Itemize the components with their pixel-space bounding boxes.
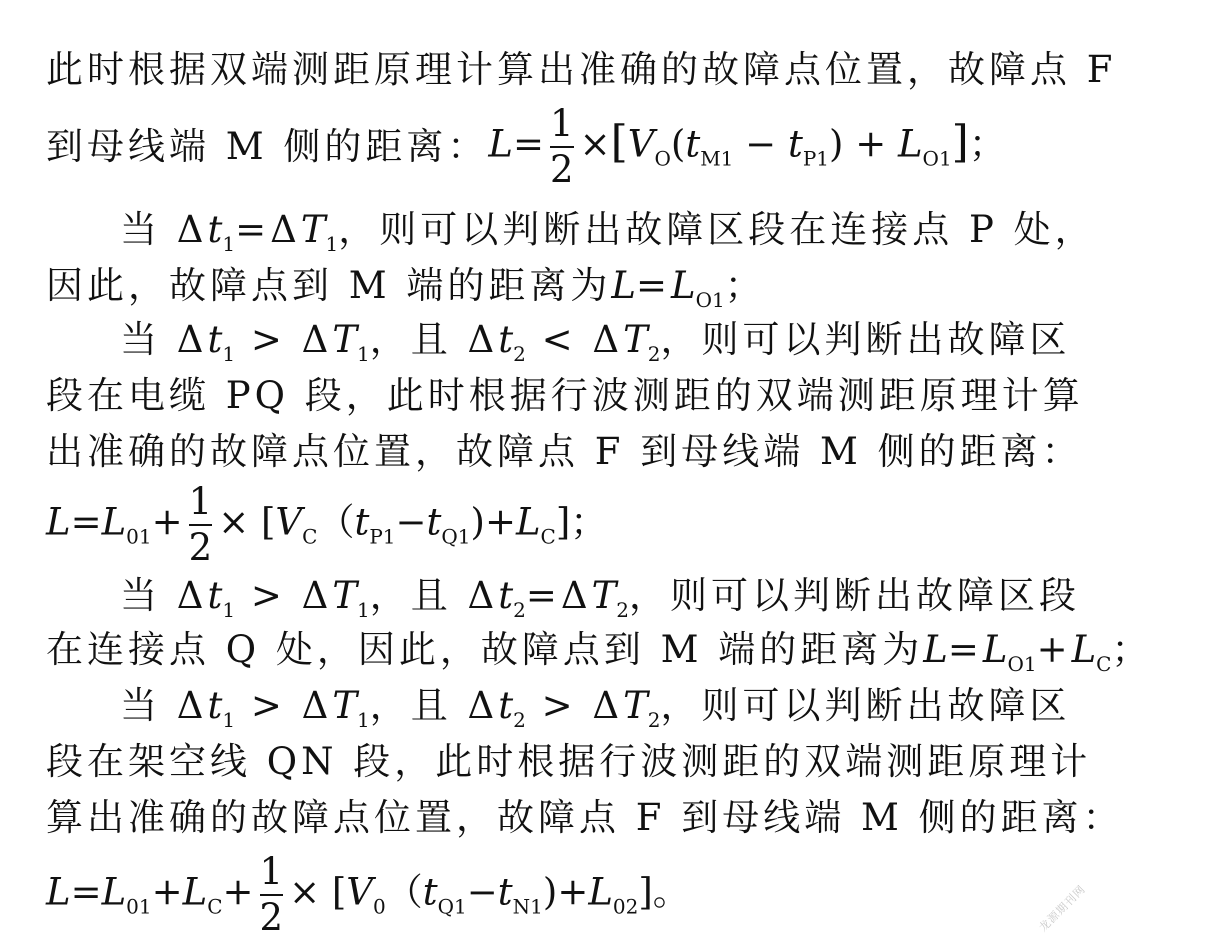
text-line-2 <box>46 104 1152 192</box>
text-line-9: 当 $\Delta t_1 > \Delta T_1$，且 $\Delta t_2=\Delta T_2$，则可以判断出故障区段 <box>120 574 1081 622</box>
line-10-text: 在连接点 Q 处，因此，故障点到 M 端的距离为 <box>46 628 924 671</box>
watermark: 龙源期刊网 <box>1036 882 1089 935</box>
text-line-6: 段在电缆 PQ 段，此时根据行波测距的双端测距原理计算 <box>46 374 1084 417</box>
text-line-11: 当 $\Delta t_1 > \Delta T_1$，且 $\Delta t_2 > \Delta T_2$，则可以判断出故障区 <box>120 684 1071 732</box>
line-11-text: ，则可以判断出故障区 <box>660 684 1071 727</box>
text-line-1: 此时根据双端测距原理计算出准确的故障点位置，故障点 F <box>46 48 1117 91</box>
text-line-4: 因此，故障点到 M 端的距离为$L=L_{O1}$； <box>46 264 766 312</box>
text-line-3: 当 $\Delta t_1=\Delta T_1$，则可以判断出故障区段在连接点 P 处， <box>120 208 1096 256</box>
formula-2: $L=L_{01}+$ $\frac{1}{2}$ × $[V_C(t_{P1}-t_{Q1})+L_C]$； <box>46 480 608 569</box>
formula-3: $L=L_{01}+L_C+$ $\frac{1}{2}$ × $[V_0(t_{Q1}-t_{N1})+L_{02}]$。 <box>46 850 690 939</box>
line-9-text: ，则可以判断出故障区段 <box>629 574 1081 617</box>
line-2-text: 到母线端 M 侧的距离： <box>46 125 489 168</box>
text-line-12: 段在架空线 QN 段，此时根据行波测距的双端测距原理计 <box>46 740 1092 783</box>
text-line-13: 算出准确的故障点位置，故障点 F 到母线端 M 侧的距离： <box>46 796 1124 839</box>
text-line-10: 在连接点 Q 处，因此，故障点到 M 端的距离为$L=L_{O1}+L_C$； <box>46 628 1153 676</box>
line-4-text: 因此，故障点到 M 端的距离为 <box>46 264 612 307</box>
line-5-text: ，则可以判断出故障区 <box>660 318 1071 361</box>
text-line-5: 当 $\Delta t_1 > \Delta T_1$，且 $\Delta t_2 < \Delta T_2$，则可以判断出故障区 <box>120 318 1071 366</box>
text-line-7: 出准确的故障点位置，故障点 F 到母线端 M 侧的距离： <box>46 430 1083 473</box>
formula-1: L= $\frac{1}{2}$ $\times[V_O(t_{M1} - t_{P1}) + L_{O1}]$； <box>488 102 1006 191</box>
